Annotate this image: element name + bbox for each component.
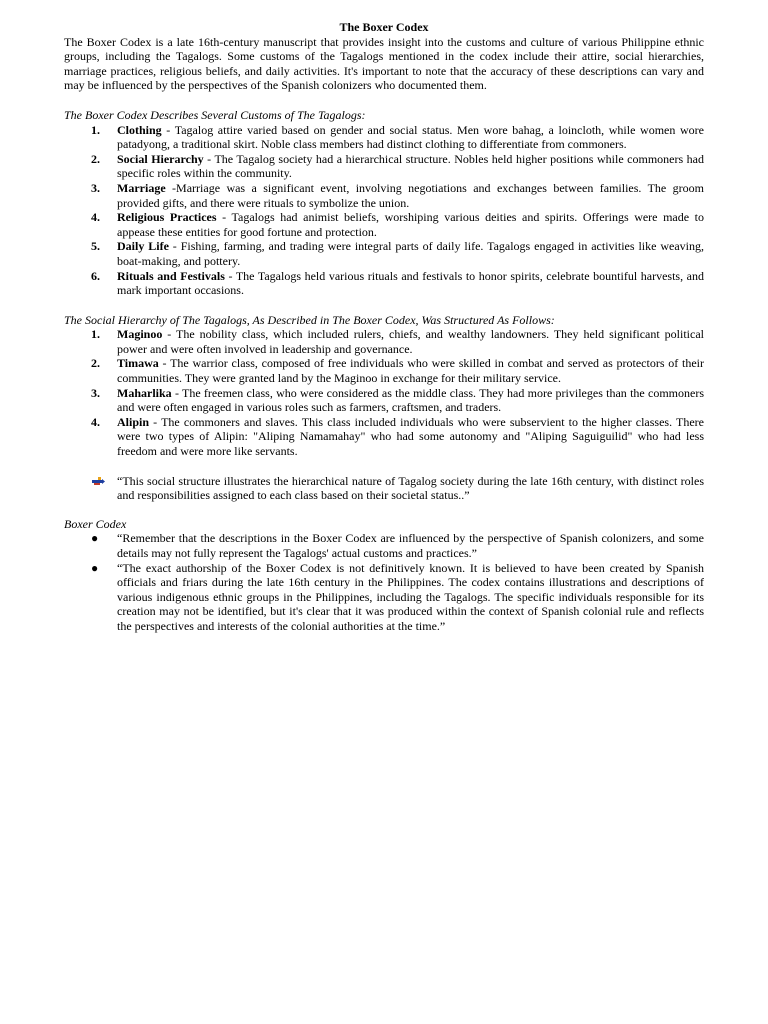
list-number: 1. (91, 122, 100, 137)
list-term: Religious Practices (117, 210, 217, 225)
customs-heading: The Boxer Codex Describes Several Customs of The Tagalogs: (64, 107, 366, 122)
list-text: “Remember that the descriptions in the Boxer Codex are influenced by the perspective of Spanish colonizers, and some details may not fully represent the Tagalogs' actual customs and practices.” (117, 531, 704, 560)
list-item (64, 152, 704, 181)
list-item (64, 415, 704, 459)
list-term: Marriage (117, 180, 166, 195)
list-term: Maharlika (117, 385, 172, 400)
bullet-icon: ● (91, 531, 99, 546)
list-number: 2. (91, 356, 100, 371)
list-term: Maginoo (117, 327, 163, 342)
list-text: -Marriage was a significant event, involving negotiations and exchanges between families. The groom provided gifts, and there were rituals to symbolize the union. (117, 180, 704, 210)
pointing-hand-icon (91, 475, 105, 487)
list-text: - Tagalogs had animist beliefs, worshiping various deities and spirits. Offerings were made to appease these entities for good fortune and protection. (117, 210, 704, 239)
bullet-icon: ● (91, 560, 99, 575)
list-number: 3. (91, 385, 100, 400)
list-text: - Fishing, farming, and trading were integral parts of daily life. Tagalogs engaged in activities like weaving, boat-making, and pottery. (117, 239, 705, 268)
list-number: 4. (91, 414, 100, 429)
hierarchy-heading: The Social Hierarchy of The Tagalogs, As Described in The Boxer Codex, Was Structured As Follows: (64, 312, 555, 327)
hierarchy-list (64, 327, 704, 458)
quote-text: “This social structure illustrates the hierarchical nature of Tagalog society during the late 16th century, with distinct roles and responsibilities assigned to each class based on their societal status..” (117, 473, 704, 503)
list-text: - Tagalog attire varied based on gender and social status. Men wore bahag, a loincloth, while women wore patadyong, a traditional skirt. Noble class members had distinct clothing to differentiate from commoners. (117, 122, 704, 152)
list-text: - The nobility class, which included rulers, chiefs, and wealthy landowners. They held significant political power and were often involved in leadership and governance. (117, 327, 704, 356)
list-term: Social Hierarchy (117, 151, 204, 166)
list-number: 5. (91, 239, 100, 254)
list-item (64, 327, 704, 356)
list-text: - The commoners and slaves. This class included individuals who were subservient to the higher classes. There were two types of Alipin: "Aliping Namamahay" who had some autonomy and "Aliping Saguiguilid" who had less freedom and were more like servants. (117, 414, 704, 459)
list-item (64, 531, 704, 560)
list-item (64, 269, 704, 298)
customs-list (64, 123, 704, 298)
list-term: Clothing (117, 122, 162, 137)
intro-paragraph: The Boxer Codex is a late 16th-century manuscript that provides insight into the customs and culture of various Philippine ethnic groups, including the Tagalogs. Some customs of the Tagalogs mentioned in the codex include their attire, social hierarchies, marriage practices, religious beliefs, and daily activities. It's important to note that the accuracy of these descriptions can vary and may be influenced by the perspectives of the Spanish colonizers who documented them. (64, 34, 704, 93)
list-text: “The exact authorship of the Boxer Codex is not definitively known. It is believed to have been created by Spanish officials and friars during the late 16th century in the Philippines. The codex contains illustrations and descriptions of various indigenous ethnic groups in the Philippines, including the Tagalogs. The specific individuals responsible for its creation may not be identified, but it's clear that it was produced within the context of Spanish colonial rule and reflects the perspectives and interests of the colonial authorities at the time.” (117, 560, 704, 633)
page-title: The Boxer Codex (339, 20, 429, 34)
list-text: - The warrior class, composed of free individuals who were skilled in combat and served as protectors of their communities. They were granted land by the Maginoo in exchange for their military service. (117, 356, 704, 386)
list-item (64, 181, 704, 210)
list-text: - The Tagalogs held various rituals and festivals to honor spirits, celebrate bountiful harvests, and mark important occasions. (117, 268, 704, 298)
list-term: Timawa (117, 356, 159, 371)
list-term: Daily Life (117, 239, 169, 254)
list-item (64, 356, 704, 385)
list-item (64, 386, 704, 415)
list-item (64, 239, 704, 268)
list-number: 1. (91, 327, 100, 342)
list-number: 2. (91, 151, 100, 166)
list-term: Alipin (117, 414, 150, 429)
list-number: 3. (91, 180, 100, 195)
list-text: - The Tagalog society had a hierarchical structure. Nobles held higher positions while commoners had specific roles within the community. (117, 151, 704, 181)
list-item (64, 123, 704, 152)
list-number: 6. (91, 268, 100, 283)
codex-notes-list (64, 531, 704, 633)
list-term: Rituals and Festivals (117, 268, 225, 283)
quote-block (64, 474, 704, 503)
list-item (64, 210, 704, 239)
list-text: - The freemen class, who were considered as the middle class. They had more privileges than the commoners and were often engaged in various roles such as farmers, craftsmen, and traders. (117, 385, 704, 415)
list-number: 4. (91, 210, 100, 225)
list-item (64, 561, 704, 634)
codex-heading: Boxer Codex (64, 516, 127, 531)
